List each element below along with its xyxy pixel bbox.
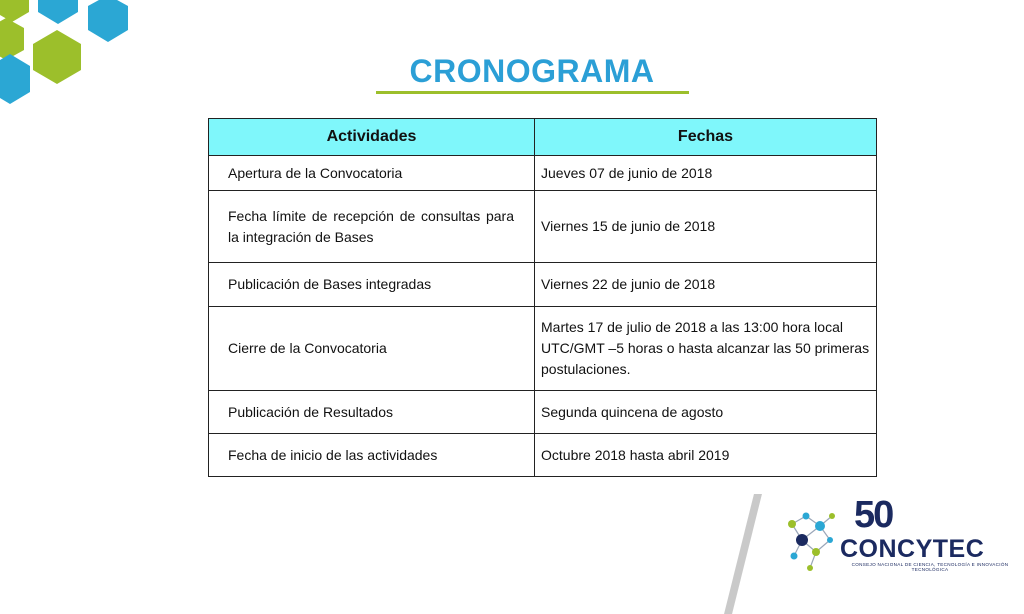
table-row (209, 263, 877, 307)
molecule-node (788, 520, 796, 528)
header-fechas: Fechas (535, 119, 877, 156)
molecule-node (829, 513, 835, 519)
molecule-node (807, 565, 813, 571)
activity-cell: Publicación de Bases integradas (209, 263, 535, 307)
molecule-node (812, 548, 820, 556)
logo-fifty: 50 (854, 494, 893, 536)
table-header-row (209, 119, 877, 156)
concytec-logo (780, 494, 1020, 576)
hexagon-blue-top (38, 0, 78, 24)
schedule-table (208, 118, 877, 477)
activity-cell: Fecha de inicio de las actividades (209, 434, 535, 477)
logo-name: CONCYTEC (840, 535, 985, 563)
header-actividades: Actividades (209, 119, 535, 156)
page-title: CRONOGRAMA (409, 53, 655, 89)
date-cell: Octubre 2018 hasta abril 2019 (535, 434, 877, 477)
molecule-node (827, 537, 833, 543)
molecule-node (815, 521, 825, 531)
activity-cell: Publicación de Resultados (209, 391, 535, 434)
activity-cell: Cierre de la Convocatoria (209, 307, 535, 391)
date-cell: Martes 17 de julio de 2018 a las 13:00 hora local UTC/GMT –5 horas o hasta alcanzar las 50 primeras postulaciones. (535, 307, 877, 391)
date-cell: Viernes 22 de junio de 2018 (535, 263, 877, 307)
date-cell: Jueves 07 de junio de 2018 (535, 156, 877, 191)
hexagon-green-top (0, 0, 29, 22)
table-row (209, 434, 877, 477)
date-cell: Viernes 15 de junio de 2018 (535, 191, 877, 263)
table-row (209, 307, 877, 391)
molecule-node (791, 553, 798, 560)
title-underline (376, 91, 689, 94)
logo-anos: años (895, 511, 911, 518)
logo-subtitle: CONSEJO NACIONAL DE CIENCIA, TECNOLOGÍA E INNOVACIÓN TECNOLÓGICA (851, 562, 1009, 572)
date-cell: Segunda quincena de agosto (535, 391, 877, 434)
activity-cell: Fecha límite de recepción de consultas para la integración de Bases (209, 191, 535, 263)
molecule-node (796, 534, 808, 546)
activity-cell: Apertura de la Convocatoria (209, 156, 535, 191)
table-row (209, 156, 877, 191)
molecule-node (803, 513, 810, 520)
table-row (209, 191, 877, 263)
hexagon-blue-right (88, 0, 128, 42)
table-row (209, 391, 877, 434)
decorative-stripe (724, 494, 762, 614)
